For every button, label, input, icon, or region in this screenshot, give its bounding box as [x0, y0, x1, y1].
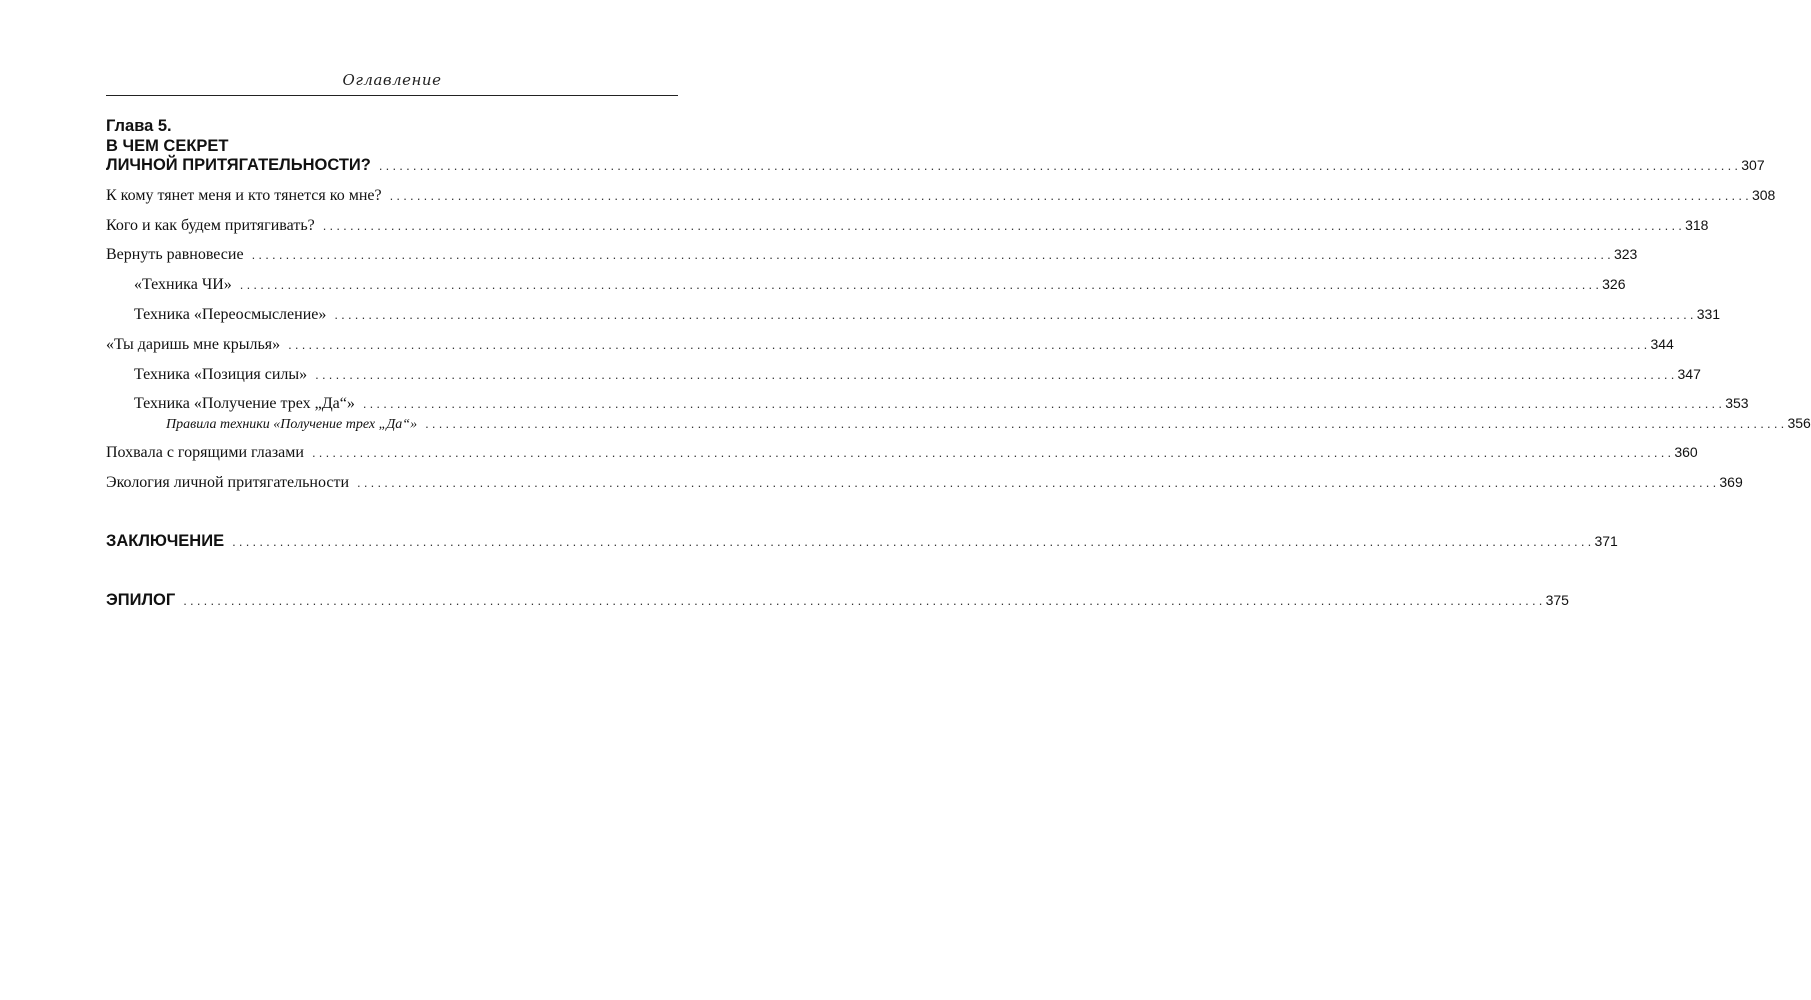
- dot-leader: ........................................................................................................................................................................................................: [322, 218, 1686, 233]
- toc-subentry[interactable]: [134, 276, 1626, 294]
- chapter-number: Глава 5.: [106, 117, 172, 135]
- dot-leader: ........................................................................................................................................................................................................: [251, 247, 1614, 262]
- entry-label: Техника «Получение трех „Да“»: [134, 395, 355, 412]
- page-number: 323: [1613, 246, 1638, 262]
- page-number: 369: [1719, 474, 1743, 490]
- page-number: 326: [1602, 276, 1626, 292]
- entry-label: «Ты даришь мне крылья»: [106, 336, 281, 353]
- entry-label: Правила техники «Получение трех „Да“»: [166, 417, 418, 432]
- page-number: 318: [1685, 217, 1709, 233]
- page-number: 371: [1594, 533, 1618, 549]
- toc-subsubentry[interactable]: [166, 415, 1811, 433]
- dot-leader: ........................................................................................................................................................................................................: [334, 307, 1697, 322]
- page-number: 360: [1674, 444, 1698, 460]
- conclusion-label: ЗАКЛЮЧЕНИЕ: [106, 532, 225, 550]
- entry-label: Похвала с горящими глазами: [106, 444, 304, 461]
- page-number: 353: [1725, 395, 1749, 411]
- dot-leader: ........................................................................................................................................................................................................: [311, 445, 1675, 460]
- page-number: 347: [1677, 366, 1701, 382]
- toc-subentry[interactable]: [134, 366, 1701, 384]
- dot-leader: ........................................................................................................................................................................................................: [357, 475, 1720, 490]
- dot-leader: ........................................................................................................................................................................................................: [315, 367, 1678, 382]
- toc-entry-epilogue[interactable]: [106, 591, 1569, 610]
- toc-page: [106, 0, 1811, 1000]
- entry-label: Техника «Позиция силы»: [134, 366, 308, 383]
- dot-leader: ........................................................................................................................................................................................................: [425, 416, 1788, 431]
- entry-label: Вернуть равновесие: [106, 246, 244, 263]
- entry-label: Экология личной притягательности: [106, 474, 350, 491]
- toc-subentry[interactable]: [134, 395, 1749, 413]
- entry-label: Техника «Переосмысление»: [134, 306, 327, 323]
- page-number: 308: [1751, 187, 1776, 203]
- toc-entry[interactable]: [106, 187, 1776, 205]
- dot-leader: ........................................................................................................................................................................................................: [389, 188, 1752, 203]
- entry-label: «Техника ЧИ»: [134, 276, 232, 293]
- toc-subentry[interactable]: [134, 306, 1721, 324]
- epilogue-label: ЭПИЛОГ: [106, 591, 176, 609]
- entry-label: К кому тянет меня и кто тянется ко мне?: [106, 187, 382, 204]
- page-number: 331: [1696, 306, 1721, 322]
- toc-entry-conclusion[interactable]: [106, 532, 1618, 551]
- dot-leader: ........................................................................................................................................................................................................: [362, 396, 1726, 411]
- toc-entry-chapter[interactable]: [106, 156, 1765, 175]
- toc-entry[interactable]: [106, 444, 1698, 462]
- header-rule: [106, 95, 678, 96]
- chapter-title-line2: ЛИЧНОЙ ПРИТЯГАТЕЛЬНОСТИ?: [106, 156, 371, 174]
- dot-leader: ........................................................................................................................................................................................................: [288, 337, 1651, 352]
- entry-label: Кого и как будем притягивать?: [106, 217, 315, 234]
- toc-entry[interactable]: [106, 217, 1709, 235]
- chapter-title-line1: В ЧЕМ СЕКРЕТ: [106, 137, 229, 155]
- page-number: 356: [1787, 415, 1811, 431]
- dot-leader: ........................................................................................................................................................................................................: [378, 158, 1742, 173]
- dot-leader: ........................................................................................................................................................................................................: [183, 593, 1546, 608]
- page-number: 375: [1545, 592, 1569, 608]
- dot-leader: ........................................................................................................................................................................................................: [239, 277, 1603, 292]
- dot-leader: ........................................................................................................................................................................................................: [232, 534, 1595, 549]
- toc-entry[interactable]: [106, 246, 1638, 264]
- page-number: 307: [1741, 157, 1765, 173]
- toc-entry[interactable]: [106, 336, 1674, 354]
- running-head: Оглавление: [342, 71, 442, 89]
- page-number: 344: [1650, 336, 1674, 352]
- toc-entry[interactable]: [106, 474, 1743, 492]
